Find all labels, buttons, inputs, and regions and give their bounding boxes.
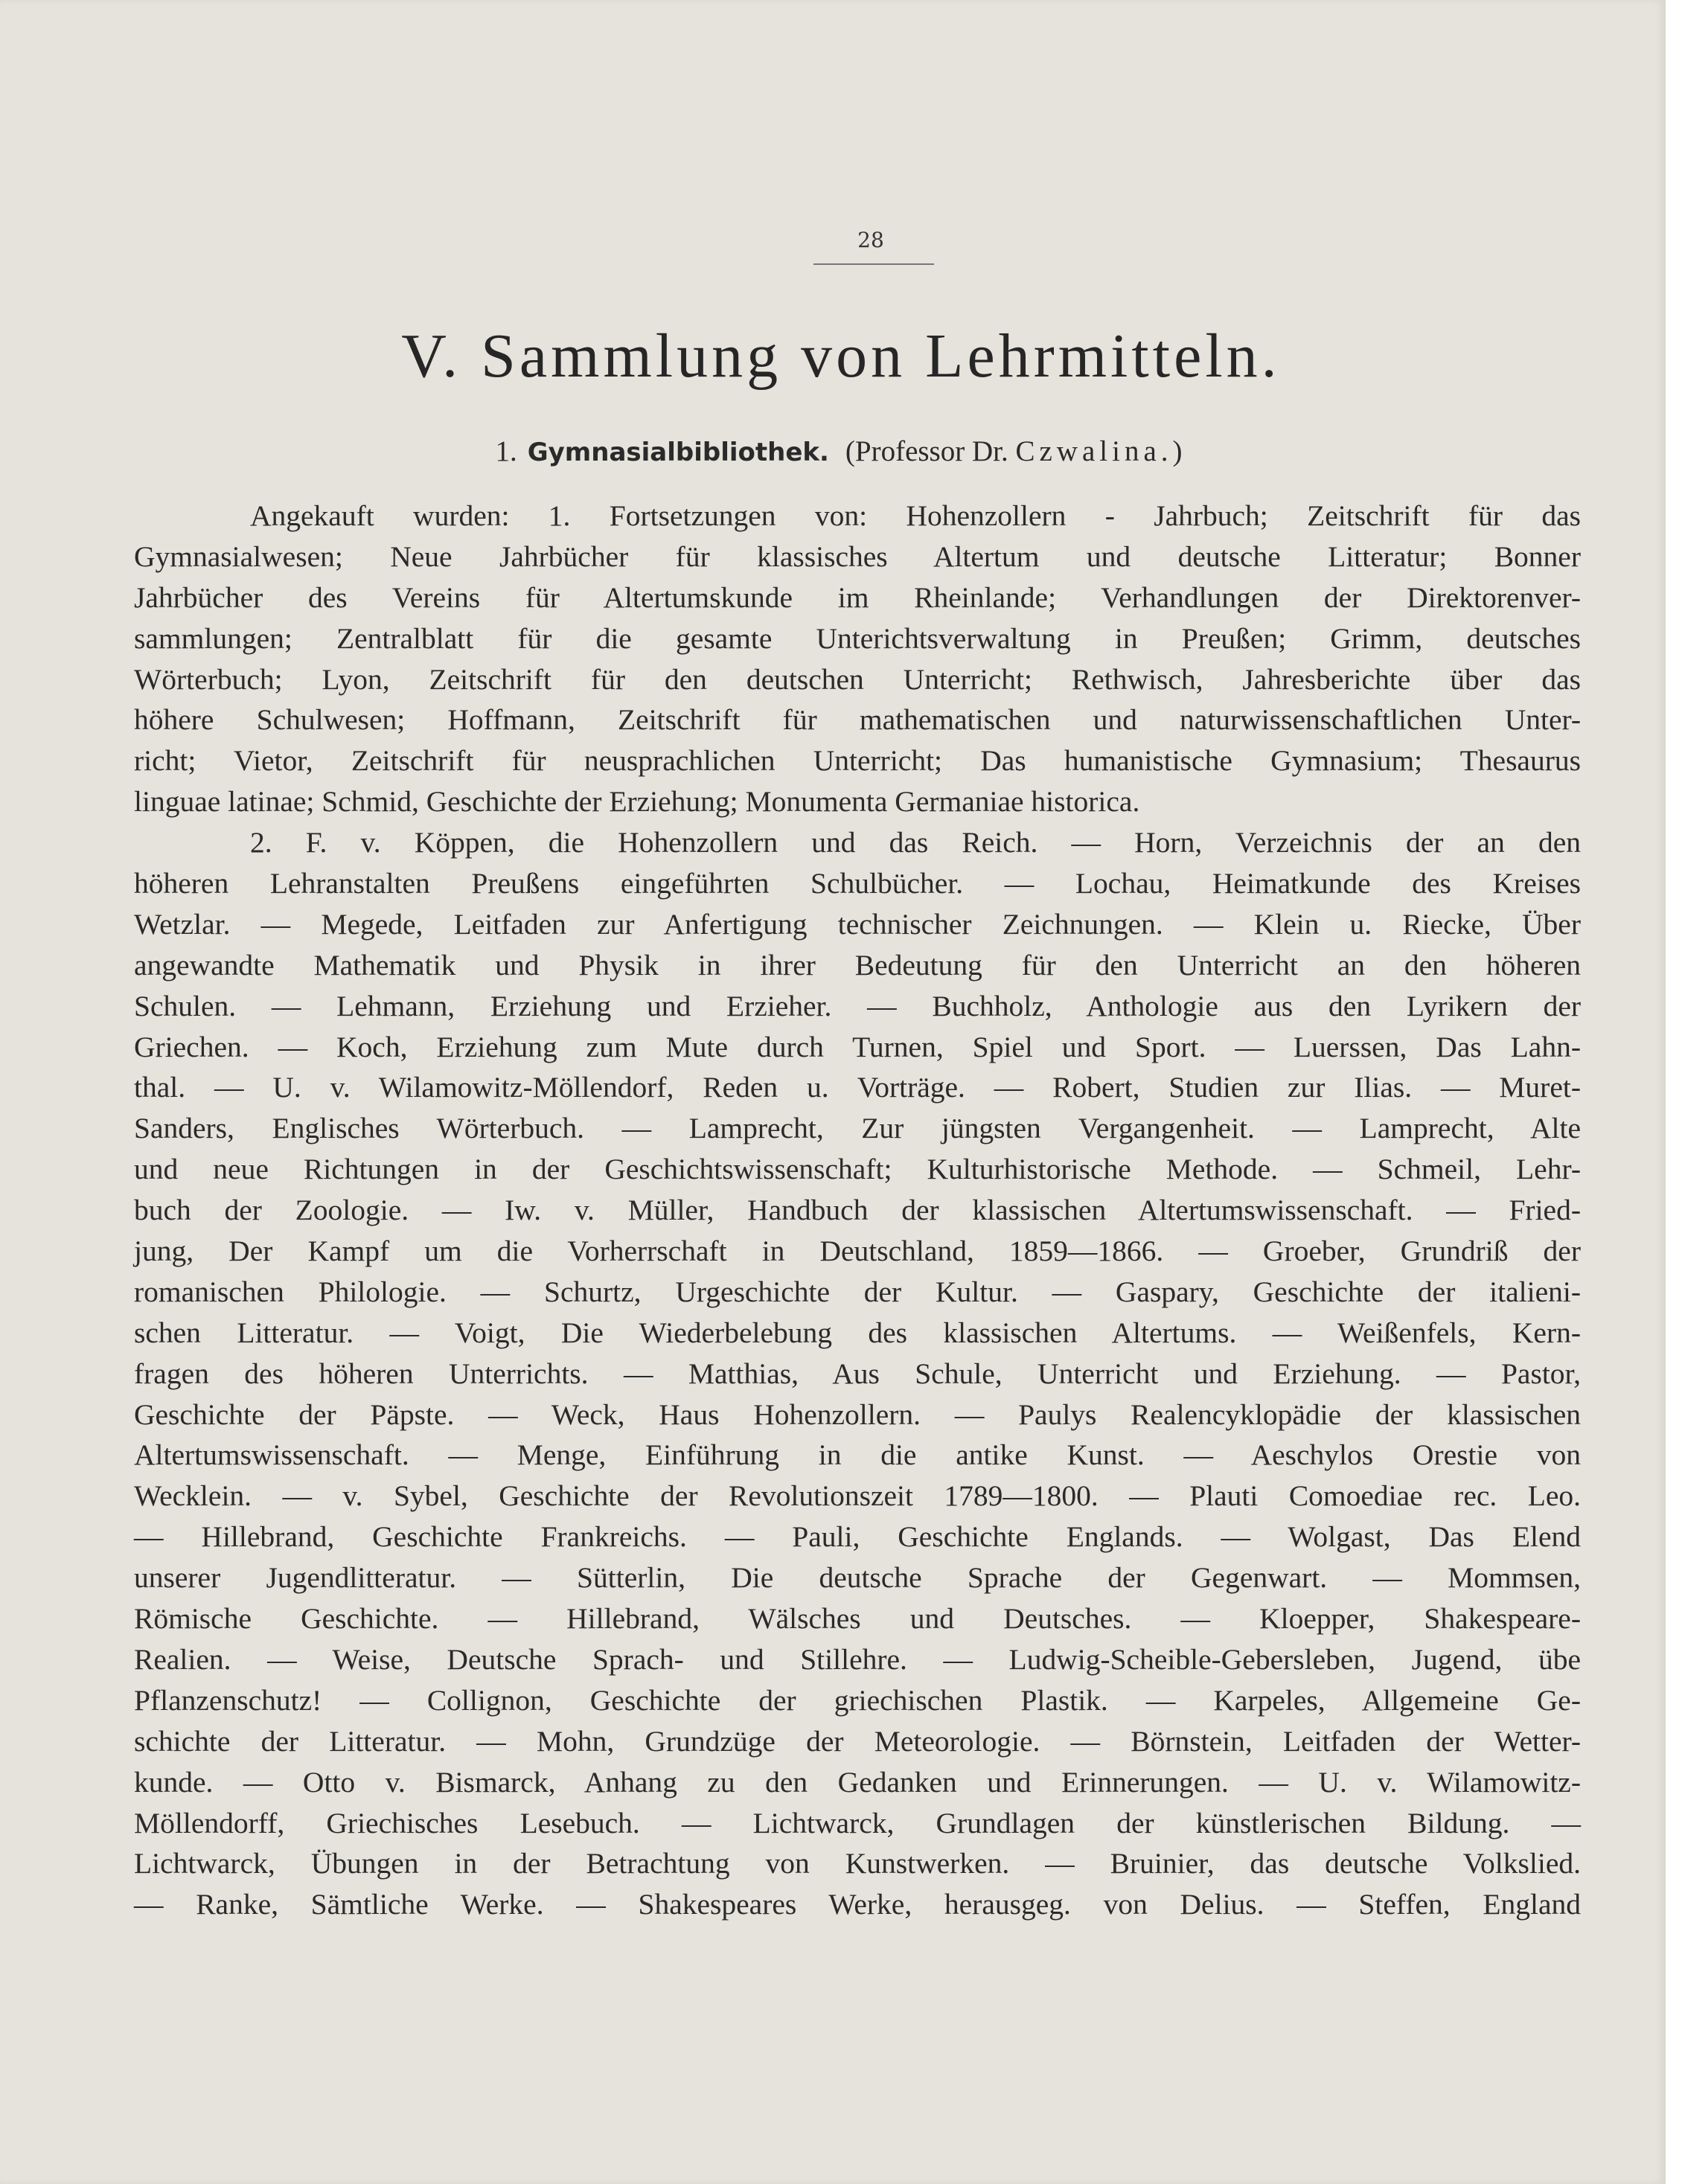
page-number: 28 [857,228,884,252]
text-line: Realien. — Weise, Deutsche Sprach- und Stillehre. — Ludwig-Scheible-Gebersleben, Jugend, übe [134,1642,1581,1676]
text-line: — Ranke, Sämtliche Werke. — Shakespeares Werke, herausgeg. von Delius. — Steffen, England [134,1888,1581,1921]
text-line: Lichtwarck, Übungen in der Betrachtung von Kunstwerken. — Bruinier, das deutsche Volkslied. [134,1847,1581,1880]
text-line: — Hillebrand, Geschichte Frankreichs. — Pauli, Geschichte Englands. — Wolgast, Das Elend [134,1520,1581,1554]
text-line: schen Litteratur. — Voigt, Die Wiederbelebung des klassischen Altertums. — Weißenfels, Kern- [134,1316,1581,1349]
subsection-heading [283,435,1399,468]
subsection-number: 1. [495,435,517,467]
section-title: V. Sammlung von Lehrmitteln. [401,321,1281,391]
text-line: sammlungen; Zentralblatt für die gesamte Unterichtsverwaltung in Preußen; Grimm, deutsches [134,621,1581,655]
page-number-rule [813,263,934,265]
text-line: kunde. — Otto v. Bismarck, Anhang zu den Gedanken und Erinnerungen. — U. v. Wilamowitz- [134,1765,1581,1799]
text-line: Griechen. — Koch, Erziehung zum Mute durch Turnen, Spiel und Sport. — Luerssen, Das Lahn- [134,1030,1581,1063]
text-line: jung, Der Kampf um die Vorherrschaft in Deutschland, 1859—1866. — Groeber, Grundriß der [134,1234,1581,1268]
text-line: buch der Zoologie. — Iw. v. Müller, Handbuch der klassischen Altertumswissenschaft. — Fried- [134,1194,1581,1227]
text-line: höheren Lehranstalten Preußens eingeführten Schulbücher. — Lochau, Heimatkunde des Kreises [134,867,1581,900]
text-line: thal. — U. v. Wilamowitz-Möllendorf, Reden u. Vorträge. — Robert, Studien zur Ilias. — Muret- [134,1071,1581,1104]
text-line: Wecklein. — v. Sybel, Geschichte der Revolutionszeit 1789—1800. — Plauti Comoediae rec. Leo. [134,1479,1581,1513]
text-line: schichte der Litteratur. — Mohn, Grundzüge der Meteorologie. — Börnstein, Leitfaden der Wetter- [134,1724,1581,1758]
text-line: richt; Vietor, Zeitschrift für neusprachlichen Unterricht; Das humanistische Gymnasium; Thesaurus [134,744,1581,778]
text-line: fragen des höheren Unterrichts. — Matthias, Aus Schule, Unterricht und Erziehung. — Pastor, [134,1357,1581,1390]
text-line: Jahrbücher des Vereins für Altertumskunde im Rheinlande; Verhandlungen der Direktorenver- [134,580,1581,614]
text-line: Römische Geschichte. — Hillebrand, Wälsches und Deutsches. — Kloepper, Shakespeare- [134,1602,1581,1636]
paragraph-purchased-books [134,822,1581,1925]
text-line: Wörterbuch; Lyon, Zeitschrift für den deutschen Unterricht; Rethwisch, Jahresberichte über das [134,662,1581,696]
text-line: 2. F. v. Köppen, die Hohenzollern und das Reich. — Horn, Verzeichnis der an den [250,826,1581,859]
text-line: romanischen Philologie. — Schurtz, Urgeschichte der Kultur. — Gaspary, Geschichte der italieni- [134,1275,1581,1308]
text-line: Gymnasialwesen; Neue Jahrbücher für klassisches Altertum und deutsche Litteratur; Bonner [134,539,1581,573]
text-line: angewandte Mathematik und Physik in ihrer Bedeutung für den Unterricht an den höheren [134,948,1581,981]
text-line: linguae latinae; Schmid, Geschichte der Erziehung; Monumenta Germaniae historica. [134,785,1140,819]
text-line: Altertumswissenschaft. — Menge, Einführung in die antike Kunst. — Aeschylos Orestie von [134,1438,1581,1472]
text-line: unserer Jugendlitteratur. — Sütterlin, Die deutsche Sprache der Gegenwart. — Mommsen, [134,1561,1581,1595]
text-line: höhere Schulwesen; Hoffmann, Zeitschrift für mathematischen und naturwissenschaftlichen Unter- [134,703,1581,737]
text-line: Wetzlar. — Megede, Leitfaden zur Anfertigung technischer Zeichnungen. — Klein u. Riecke, Über [134,907,1581,941]
text-line: und neue Richtungen in der Geschichtswissenschaft; Kulturhistorische Methode. — Schmeil, Lehr- [134,1153,1581,1186]
body-text [134,496,1581,1925]
text-line: Schulen. — Lehmann, Erziehung und Erzieher. — Buchholz, Anthologie aus den Lyrikern der [134,989,1581,1022]
text-line: Pflanzenschutz! — Collignon, Geschichte der griechischen Plastik. — Karpeles, Allgemeine Ge- [134,1683,1581,1717]
text-line: Geschichte der Päpste. — Weck, Haus Hohenzollern. — Paulys Realencyklopädie der klassischen [134,1397,1581,1431]
paragraph-purchased-continuations [134,496,1581,822]
text-line: Sanders, Englisches Wörterbuch. — Lamprecht, Zur jüngsten Vergangenheit. — Lamprecht, Alte [134,1112,1581,1145]
curator-name: Czwalina.) [1015,435,1187,467]
text-line: Angekauft wurden: 1. Fortsetzungen von: Hohenzollern - Jahrbuch; Zeitschrift für das [250,499,1581,532]
curator-prefix: (Professor Dr. [845,435,1008,467]
subsection-title: Gymnasialbibliothek. [527,438,829,467]
text-line: Möllendorff, Griechisches Lesebuch. — Lichtwarck, Grundlagen der künstlerischen Bildung. — [134,1806,1581,1839]
